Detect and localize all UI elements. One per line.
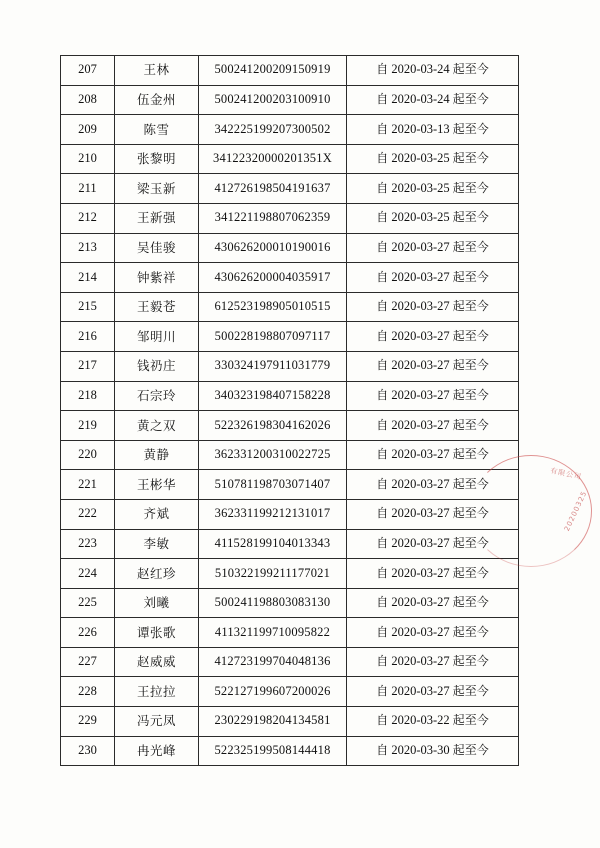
cell-period [347,144,519,174]
cell-index: 219 [61,411,115,441]
cell-name: 石宗玲 [115,381,199,411]
cell-name: 王拉拉 [115,677,199,707]
table-row [61,115,519,145]
cell-id-number: 522326198304162026 [199,411,347,441]
table-row [61,411,519,441]
period-start-date: 2020-03-25 [391,151,450,166]
period-start-date: 2020-03-27 [391,387,450,402]
period-start-date: 2020-03-30 [391,743,450,758]
cell-id-number: 341221198807062359 [199,203,347,233]
period-start-date: 2020-03-27 [391,269,450,284]
table-row [61,174,519,204]
table-row [61,381,519,411]
cell-id-number: 411321199710095822 [199,618,347,648]
period-start-date: 2020-03-27 [391,239,450,254]
cell-index: 224 [61,559,115,589]
period-start-date: 2020-03-27 [391,654,450,669]
cell-index: 215 [61,292,115,322]
cell-period [347,203,519,233]
period-suffix: 起至今 [452,92,489,107]
cell-index: 223 [61,529,115,559]
cell-id-number: 330324197911031779 [199,351,347,381]
period-prefix: 自 [376,654,389,669]
table-row [61,351,519,381]
period-start-date: 2020-03-25 [391,210,450,225]
cell-id-number: 362331199212131017 [199,499,347,529]
period-prefix: 自 [376,299,389,314]
table-row [61,144,519,174]
cell-id-number: 430626200004035917 [199,263,347,293]
cell-id-number: 411528199104013343 [199,529,347,559]
period-start-date: 2020-03-24 [391,92,450,107]
cell-index: 218 [61,381,115,411]
cell-period [347,618,519,648]
cell-name: 吴佳骏 [115,233,199,263]
period-suffix: 起至今 [452,506,489,521]
period-suffix: 起至今 [452,180,489,195]
cell-name: 冯元凤 [115,707,199,737]
cell-index: 207 [61,56,115,86]
cell-name: 赵红珍 [115,559,199,589]
period-suffix: 起至今 [452,299,489,314]
period-suffix: 起至今 [452,151,489,166]
period-suffix: 起至今 [452,654,489,669]
period-start-date: 2020-03-13 [391,121,450,136]
cell-id-number: 510781198703071407 [199,470,347,500]
cell-name: 邹明川 [115,322,199,352]
cell-index: 228 [61,677,115,707]
period-start-date: 2020-03-27 [391,624,450,639]
red-seal-mark [532,455,600,565]
period-suffix: 起至今 [452,683,489,698]
period-suffix: 起至今 [452,269,489,284]
period-suffix: 起至今 [452,713,489,728]
cell-period [347,499,519,529]
table-row [61,233,519,263]
cell-index: 225 [61,588,115,618]
period-prefix: 自 [376,743,389,758]
cell-period [347,588,519,618]
period-suffix: 起至今 [452,358,489,373]
table-row [61,203,519,233]
roster-table-body [61,56,519,766]
cell-name: 谭张歌 [115,618,199,648]
period-suffix: 起至今 [452,447,489,462]
cell-index: 229 [61,707,115,737]
cell-name: 钟紫祥 [115,263,199,293]
period-start-date: 2020-03-27 [391,447,450,462]
cell-id-number: 230229198204134581 [199,707,347,737]
cell-id-number: 34122320000201351X [199,144,347,174]
roster-table [60,55,519,766]
table-row [61,263,519,293]
cell-name: 王毅苍 [115,292,199,322]
cell-index: 216 [61,322,115,352]
cell-period [347,115,519,145]
period-prefix: 自 [376,535,389,550]
table-row [61,588,519,618]
period-prefix: 自 [376,624,389,639]
period-suffix: 起至今 [452,535,489,550]
period-suffix: 起至今 [452,62,489,77]
table-row [61,440,519,470]
cell-id-number: 500228198807097117 [199,322,347,352]
period-start-date: 2020-03-27 [391,506,450,521]
table-row [61,529,519,559]
period-prefix: 自 [376,447,389,462]
cell-name: 黄之双 [115,411,199,441]
cell-period [347,233,519,263]
table-row [61,677,519,707]
period-prefix: 自 [376,506,389,521]
seal-company-text: 有限公司 [549,466,583,482]
period-prefix: 自 [376,476,389,491]
period-prefix: 自 [376,565,389,580]
period-prefix: 自 [376,62,389,77]
table-row [61,559,519,589]
cell-period [347,529,519,559]
cell-id-number: 340323198407158228 [199,381,347,411]
period-prefix: 自 [376,387,389,402]
cell-period [347,707,519,737]
period-suffix: 起至今 [452,595,489,610]
period-prefix: 自 [376,358,389,373]
table-row [61,85,519,115]
roster-table-container [60,55,518,766]
cell-id-number: 500241198803083130 [199,588,347,618]
period-start-date: 2020-03-27 [391,328,450,343]
period-suffix: 起至今 [452,387,489,402]
table-row [61,647,519,677]
cell-index: 211 [61,174,115,204]
cell-index: 212 [61,203,115,233]
period-suffix: 起至今 [452,743,489,758]
cell-index: 209 [61,115,115,145]
cell-index: 227 [61,647,115,677]
cell-name: 王彬华 [115,470,199,500]
period-start-date: 2020-03-27 [391,683,450,698]
table-row [61,499,519,529]
cell-name: 冉光峰 [115,736,199,766]
cell-id-number: 522325199508144418 [199,736,347,766]
period-prefix: 自 [376,151,389,166]
cell-id-number: 430626200010190016 [199,233,347,263]
cell-period [347,677,519,707]
cell-index: 208 [61,85,115,115]
cell-period [347,559,519,589]
cell-name: 张黎明 [115,144,199,174]
cell-index: 230 [61,736,115,766]
cell-name: 刘曦 [115,588,199,618]
cell-period [347,292,519,322]
period-start-date: 2020-03-25 [391,180,450,195]
period-prefix: 自 [376,239,389,254]
cell-name: 陈雪 [115,115,199,145]
cell-id-number: 342225199207300502 [199,115,347,145]
cell-name: 钱礽庄 [115,351,199,381]
period-prefix: 自 [376,180,389,195]
cell-period [347,351,519,381]
table-row [61,470,519,500]
cell-index: 214 [61,263,115,293]
cell-period [347,647,519,677]
cell-period [347,736,519,766]
cell-index: 226 [61,618,115,648]
cell-name: 齐斌 [115,499,199,529]
cell-period [347,322,519,352]
period-prefix: 自 [376,683,389,698]
period-start-date: 2020-03-27 [391,417,450,432]
table-row [61,736,519,766]
cell-period [347,470,519,500]
cell-name: 王新强 [115,203,199,233]
period-start-date: 2020-03-27 [391,595,450,610]
period-prefix: 自 [376,92,389,107]
period-prefix: 自 [376,713,389,728]
cell-id-number: 500241200203100910 [199,85,347,115]
cell-period [347,85,519,115]
cell-index: 221 [61,470,115,500]
cell-name: 李敏 [115,529,199,559]
cell-id-number: 510322199211177021 [199,559,347,589]
cell-period [347,411,519,441]
cell-name: 王林 [115,56,199,86]
period-start-date: 2020-03-27 [391,535,450,550]
period-prefix: 自 [376,210,389,225]
period-start-date: 2020-03-27 [391,565,450,580]
cell-index: 213 [61,233,115,263]
period-suffix: 起至今 [452,121,489,136]
cell-index: 217 [61,351,115,381]
period-suffix: 起至今 [452,328,489,343]
table-row [61,322,519,352]
cell-id-number: 522127199607200026 [199,677,347,707]
cell-id-number: 412723199704048136 [199,647,347,677]
cell-period [347,56,519,86]
cell-id-number: 412726198504191637 [199,174,347,204]
cell-period [347,440,519,470]
cell-period [347,263,519,293]
period-suffix: 起至今 [452,476,489,491]
period-prefix: 自 [376,269,389,284]
cell-period [347,381,519,411]
cell-period [347,174,519,204]
period-start-date: 2020-03-27 [391,299,450,314]
cell-index: 210 [61,144,115,174]
period-start-date: 2020-03-27 [391,358,450,373]
period-suffix: 起至今 [452,210,489,225]
cell-name: 梁玉新 [115,174,199,204]
cell-name: 赵威威 [115,647,199,677]
period-start-date: 2020-03-22 [391,713,450,728]
period-start-date: 2020-03-27 [391,476,450,491]
period-suffix: 起至今 [452,239,489,254]
period-prefix: 自 [376,595,389,610]
period-prefix: 自 [376,417,389,432]
cell-id-number: 500241200209150919 [199,56,347,86]
cell-name: 黄静 [115,440,199,470]
cell-name: 伍金州 [115,85,199,115]
cell-index: 222 [61,499,115,529]
seal-date-text: 20200325 [563,489,590,533]
period-prefix: 自 [376,121,389,136]
period-suffix: 起至今 [452,624,489,639]
table-row [61,56,519,86]
table-row [61,292,519,322]
period-suffix: 起至今 [452,417,489,432]
table-row [61,618,519,648]
table-row [61,707,519,737]
cell-index: 220 [61,440,115,470]
period-suffix: 起至今 [452,565,489,580]
cell-id-number: 612523198905010515 [199,292,347,322]
cell-id-number: 362331200310022725 [199,440,347,470]
period-start-date: 2020-03-24 [391,62,450,77]
period-prefix: 自 [376,328,389,343]
